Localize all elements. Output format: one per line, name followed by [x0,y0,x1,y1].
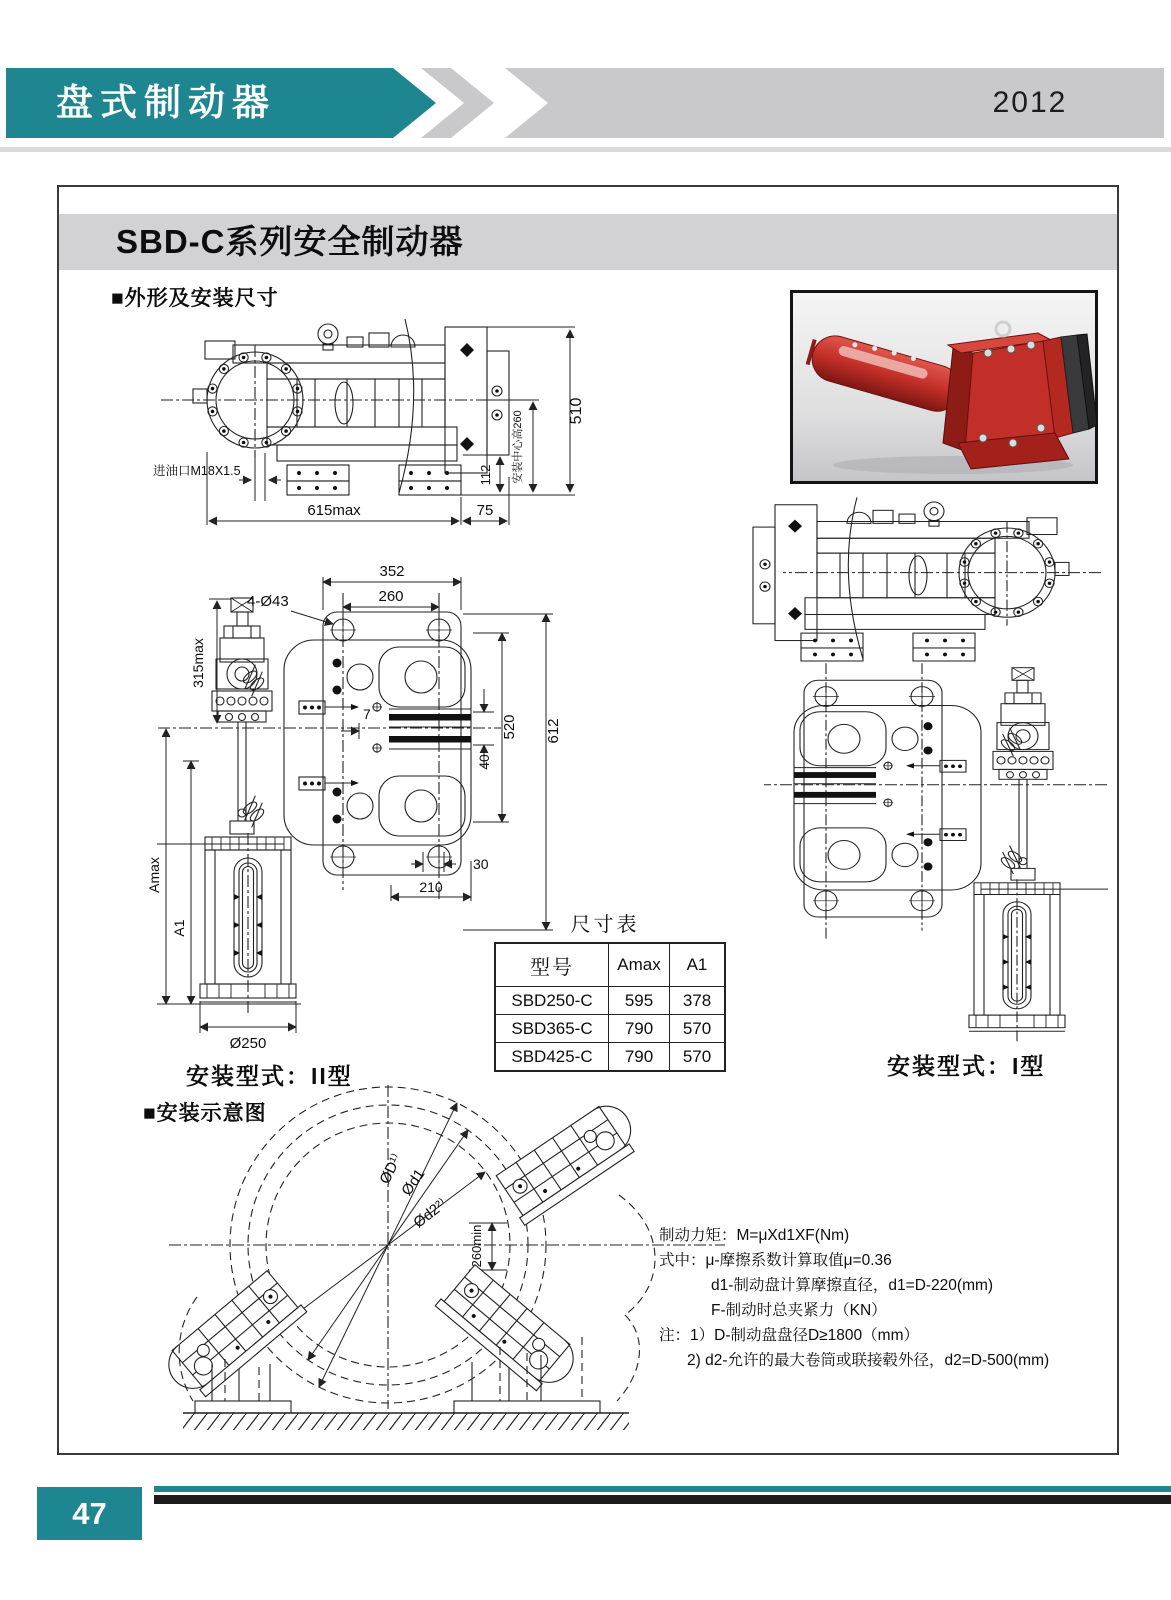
content-frame [57,185,1119,1455]
a1-cell: 570 [670,1043,726,1072]
mount-i-top-view-drawing [747,485,1112,675]
dim-112-label: 112 [478,464,493,486]
a1-cell: 378 [670,987,726,1015]
dim-612-label: 612 [545,718,562,744]
brake-photo-illustration [793,293,1095,481]
model-cell: SBD425-C [495,1043,609,1072]
outline-dimensions-heading: ■外形及安装尺寸 [111,287,279,310]
amax-cell: 790 [609,1015,670,1043]
size-table-title: 尺寸表 [570,914,640,936]
header-rule [0,147,1171,152]
page-title: SBD-C系列安全制动器 [116,223,464,260]
mount-type-i-label: 安装型式：I型 [887,1053,1046,1079]
dim-d2-label: Ød2²⁾ [410,1195,451,1232]
dim-352-label: 352 [379,563,405,580]
dim-d1-label: Ød1 [398,1165,429,1199]
footer-teal-stripe [154,1486,1171,1492]
size-table [494,942,726,1072]
dim-a1-label: A1 [171,919,187,937]
dim-disc-diameter-label: ØD¹⁾ [376,1151,406,1187]
dim-260-label: 260 [378,588,404,605]
note-line: F-制动时总夹紧力（KN） [711,1302,887,1319]
product-photo [790,290,1098,484]
dim-75-label: 75 [476,502,494,519]
amax-cell: 790 [609,1043,670,1072]
dim-210-label: 210 [419,879,443,895]
table-row [495,1043,725,1072]
dim-510-label: 510 [568,397,585,425]
dim-amax-label: Amax [146,857,162,893]
section-title-bar [59,214,1117,270]
dim-30-label: 30 [473,856,489,872]
dim-260min-label: 260min [469,1224,484,1268]
model-cell: SBD365-C [495,1015,609,1043]
outline-top-view-drawing [147,295,587,535]
installation-schematic-drawing [167,1075,729,1437]
oil-port-label: 进油口M18X1.5 [153,464,241,478]
notes-block [659,1223,1129,1373]
col-a1: A1 [670,943,726,987]
size-table-header-row [495,943,725,987]
ground-hatch [183,1413,629,1430]
footer-black-stripe [154,1495,1171,1504]
dim-615max-label: 615max [307,502,361,519]
col-amax: Amax [609,943,670,987]
note-line: 2) d2-允许的最大卷筒或联接毂外径，d2=D-500(mm) [687,1352,1050,1369]
note-line: d1-制动盘计算摩擦直径，d1=D-220(mm) [711,1277,994,1294]
banner-title: 盘式制动器 [56,82,276,123]
note-line: 制动力矩：M=μXd1XF(Nm) [659,1227,850,1244]
dim-40-label: 40 [476,754,492,770]
model-cell: SBD250-C [495,987,609,1015]
dim-center-height-label: 安装中心高260 [512,410,524,484]
dim-holes-label: 4-Ø43 [247,593,289,610]
a1-cell: 570 [670,1015,726,1043]
col-model: 型号 [495,943,609,987]
mount-type-ii-label: 安装型式：II型 [186,1063,353,1089]
note-line: 注：1）D-制动盘盘径D≥1800（mm） [659,1327,919,1344]
amax-cell: 595 [609,987,670,1015]
dim-250-label: Ø250 [229,1035,267,1052]
dim-520-label: 520 [501,714,518,740]
dim-7-label: 7 [363,706,371,722]
mount-i-front-view-drawing [747,665,1112,1065]
note-line: 式中：μ-摩擦系数计算取值μ=0.36 [659,1252,892,1269]
install-schematic-heading: ■安装示意图 [143,1102,267,1125]
catalog-year: 2012 [992,86,1068,119]
table-row [495,987,725,1015]
dim-315max-label: 315max [190,638,206,688]
table-row [495,1015,725,1043]
page-number-badge: 47 [37,1487,142,1540]
